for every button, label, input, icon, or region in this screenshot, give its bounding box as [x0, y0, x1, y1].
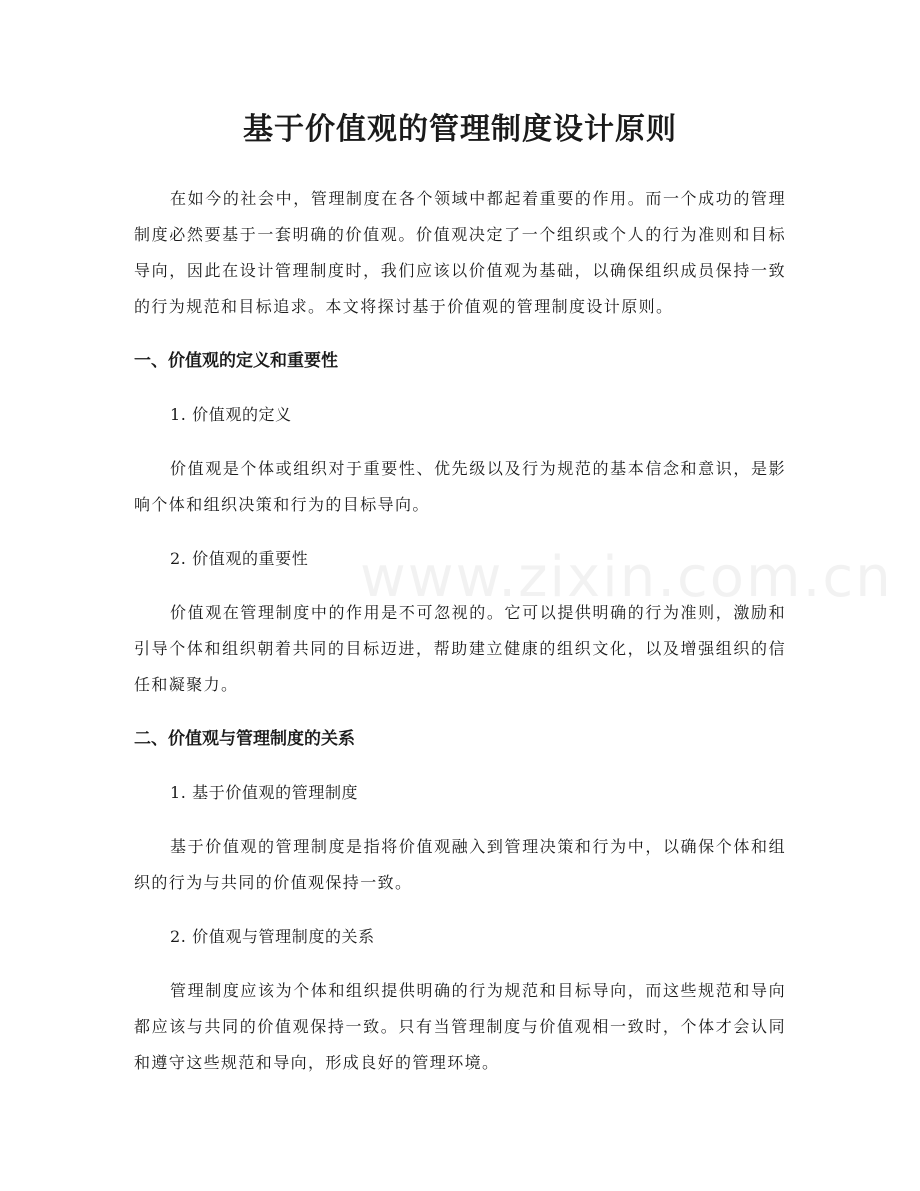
section-heading: 一、价值观的定义和重要性 — [134, 351, 338, 371]
body-paragraph: 管理制度应该为个体和组织提供明确的行为规范和目标导向，而这些规范和导向都应该与共同的价值观保持一致。只有当管理制度与价值观相一致时，个体才会认同和遵守这些规范和导向，形成良好的管理环境。 — [134, 981, 786, 1072]
intro-paragraph: 在如今的社会中，管理制度在各个领域中都起着重要的作用。而一个成功的管理制度必然要基于一套明确的价值观。价值观决定了一个组织或个人的行为准则和目标导向，因此在设计管理制度时，我们应该以价值观为基础，以确保组织成员保持一致的行为规范和目标追求。本文将探讨基于价值观的管理制度设计原则。 — [134, 189, 786, 316]
section-heading: 二、价值观与管理制度的关系 — [134, 729, 355, 749]
body-paragraph: 价值观在管理制度中的作用是不可忽视的。它可以提供明确的行为准则，激励和引导个体和组织朝着共同的目标迈进，帮助建立健康的组织文化，以及增强组织的信任和凝聚力。 — [134, 603, 786, 694]
body-paragraph: 价值观是个体或组织对于重要性、优先级以及行为规范的基本信念和意识，是影响个体和组织决策和行为的目标导向。 — [134, 459, 786, 514]
subsection-heading: 1. 基于价值观的管理制度 — [170, 783, 359, 802]
section-1 — [134, 343, 786, 703]
document-title: 基于价值观的管理制度设计原则 — [243, 112, 677, 147]
body-paragraph: 基于价值观的管理制度是指将价值观融入到管理决策和行为中，以确保个体和组织的行为与共同的价值观保持一致。 — [134, 837, 786, 892]
document-body — [134, 181, 786, 1081]
subsection-heading: 2. 价值观的重要性 — [170, 549, 309, 568]
watermark-text: www.zixin.com.cn — [360, 545, 893, 610]
section-2 — [134, 721, 786, 1081]
subsection-heading: 1. 价值观的定义 — [170, 405, 292, 424]
subsection-heading: 2. 价值观与管理制度的关系 — [170, 927, 375, 946]
